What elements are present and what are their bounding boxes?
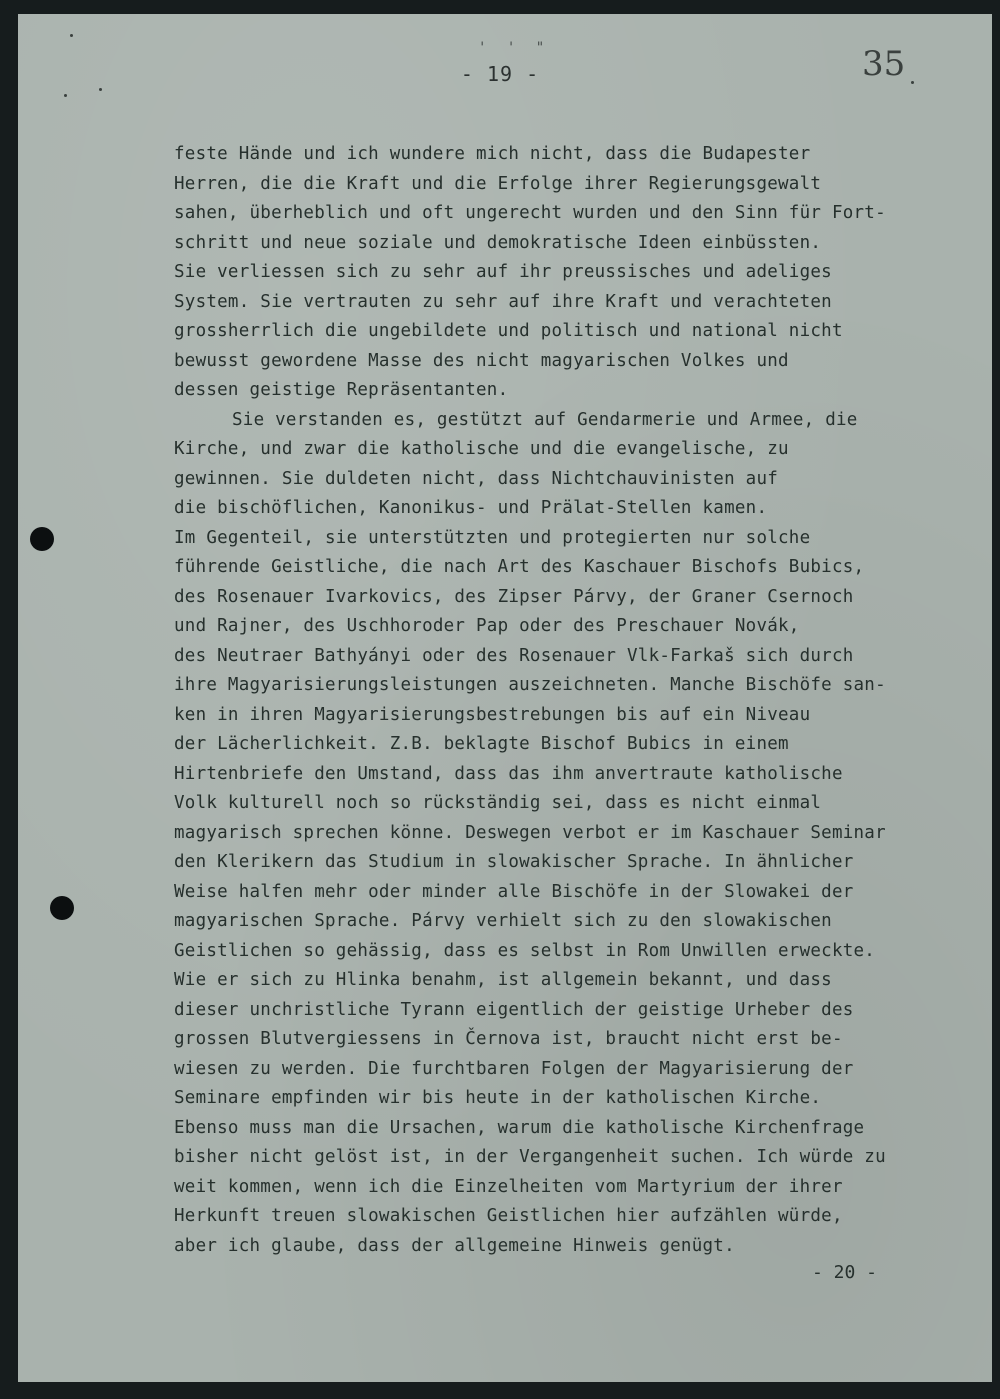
- pencil-marks: ' ' ": [478, 40, 551, 56]
- text-line: Hirtenbriefe den Umstand, dass das ihm anvertraute katholische: [174, 763, 843, 784]
- text-line: wiesen zu werden. Die furchtbaren Folgen der Magyarisierung der: [174, 1058, 854, 1079]
- text-line: feste Hände und ich wundere mich nicht, dass die Budapester: [174, 144, 811, 164]
- text-line: Seminare empfinden wir bis heute in der katholischen Kirche.: [174, 1088, 822, 1108]
- text-line: grossen Blutvergiessens in Černova ist, braucht nicht erst be-: [174, 1029, 843, 1049]
- text-line: bisher nicht gelöst ist, in der Vergangenheit suchen. Ich würde zu: [174, 1147, 886, 1167]
- text-line: führende Geistliche, die nach Art des Kaschauer Bischofs Bubics,: [174, 557, 865, 577]
- text-line: der Lächerlichkeit. Z.B. beklagte Bischof Bubics in einem: [174, 734, 789, 754]
- text-line: aber ich glaube, dass der allgemeine Hinweis genügt.: [174, 1235, 735, 1256]
- text-line: die bischöflichen, Kanonikus- und Prälat-Stellen kamen.: [174, 498, 768, 518]
- text-line: Im Gegenteil, sie unterstützten und protegierten nur solche: [174, 527, 811, 548]
- text-line: den Klerikern das Studium in slowakischer Sprache. In ähnlicher: [174, 852, 854, 872]
- text-line: weit kommen, wenn ich die Einzelheiten vom Martyrium der ihrer: [174, 1176, 843, 1197]
- text-line: ihre Magyarisierungsleistungen auszeichneten. Manche Bischöfe san-: [174, 675, 886, 695]
- text-line: des Rosenauer Ivarkovics, des Zipser Párvy, der Graner Csernoch: [174, 586, 854, 607]
- body-text: [174, 140, 974, 1261]
- text-line: ken in ihren Magyarisierungsbestrebungen bis auf ein Niveau: [174, 704, 811, 725]
- text-line: magyarisch sprechen könne. Deswegen verbot er im Kaschauer Seminar: [174, 822, 886, 843]
- dust-speck: [99, 88, 102, 91]
- text-line: Geistlichen so gehässig, dass es selbst in Rom Unwillen erweckte.: [174, 940, 876, 961]
- text-line: Ebenso muss man die Ursachen, warum die katholische Kirchenfrage: [174, 1117, 865, 1138]
- text-line: bewusst gewordene Masse des nicht magyarischen Volkes und: [174, 350, 789, 371]
- text-line: dessen geistige Repräsentanten.: [174, 380, 509, 400]
- text-line: System. Sie vertrauten zu sehr auf ihre Kraft und verachteten: [174, 291, 832, 312]
- punch-hole: [30, 527, 54, 551]
- dust-speck: [64, 94, 67, 97]
- text-line: Sie verliessen sich zu sehr auf ihr preussisches und adeliges: [174, 262, 832, 282]
- catchword: - 20 -: [812, 1262, 878, 1283]
- text-line: grossherrlich die ungebildete und politisch und national nicht: [174, 321, 843, 341]
- text-line: Herkunft treuen slowakischen Geistlichen hier aufzählen würde,: [174, 1206, 843, 1226]
- text-line: magyarischen Sprache. Párvy verhielt sich zu den slowakischen: [174, 911, 832, 931]
- dust-speck: [911, 81, 914, 84]
- text-line: Kirche, und zwar die katholische und die evangelische, zu: [174, 439, 789, 459]
- text-line: und Rajner, des Uschhoroder Pap oder des Preschauer Novák,: [174, 616, 800, 636]
- page-number: - 19 -: [460, 62, 540, 86]
- text-line: schritt und neue soziale und demokratische Ideen einbüssten.: [174, 232, 822, 253]
- text-line: dieser unchristliche Tyrann eigentlich der geistige Urheber des: [174, 999, 854, 1020]
- text-line: gewinnen. Sie duldeten nicht, dass Nichtchauvinisten auf: [174, 468, 779, 489]
- archive-number: 35: [862, 44, 906, 84]
- text-line: Weise halfen mehr oder minder alle Bischöfe in der Slowakei der: [174, 881, 854, 902]
- paragraph-start-line: Sie verstanden es, gestützt auf Gendarmerie und Armee, die: [232, 409, 858, 430]
- punch-hole: [50, 896, 74, 920]
- text-line: Herren, die die Kraft und die Erfolge ihrer Regierungsgewalt: [174, 173, 822, 194]
- dust-speck: [70, 34, 73, 37]
- text-line: des Neutraer Bathyányi oder des Rosenauer Vlk-Farkaš sich durch: [174, 645, 854, 666]
- text-line: sahen, überheblich und oft ungerecht wurden und den Sinn für Fort-: [174, 203, 886, 223]
- text-line: Wie er sich zu Hlinka benahm, ist allgemein bekannt, und dass: [174, 970, 832, 990]
- text-line: Volk kulturell noch so rückständig sei, dass es nicht einmal: [174, 793, 822, 813]
